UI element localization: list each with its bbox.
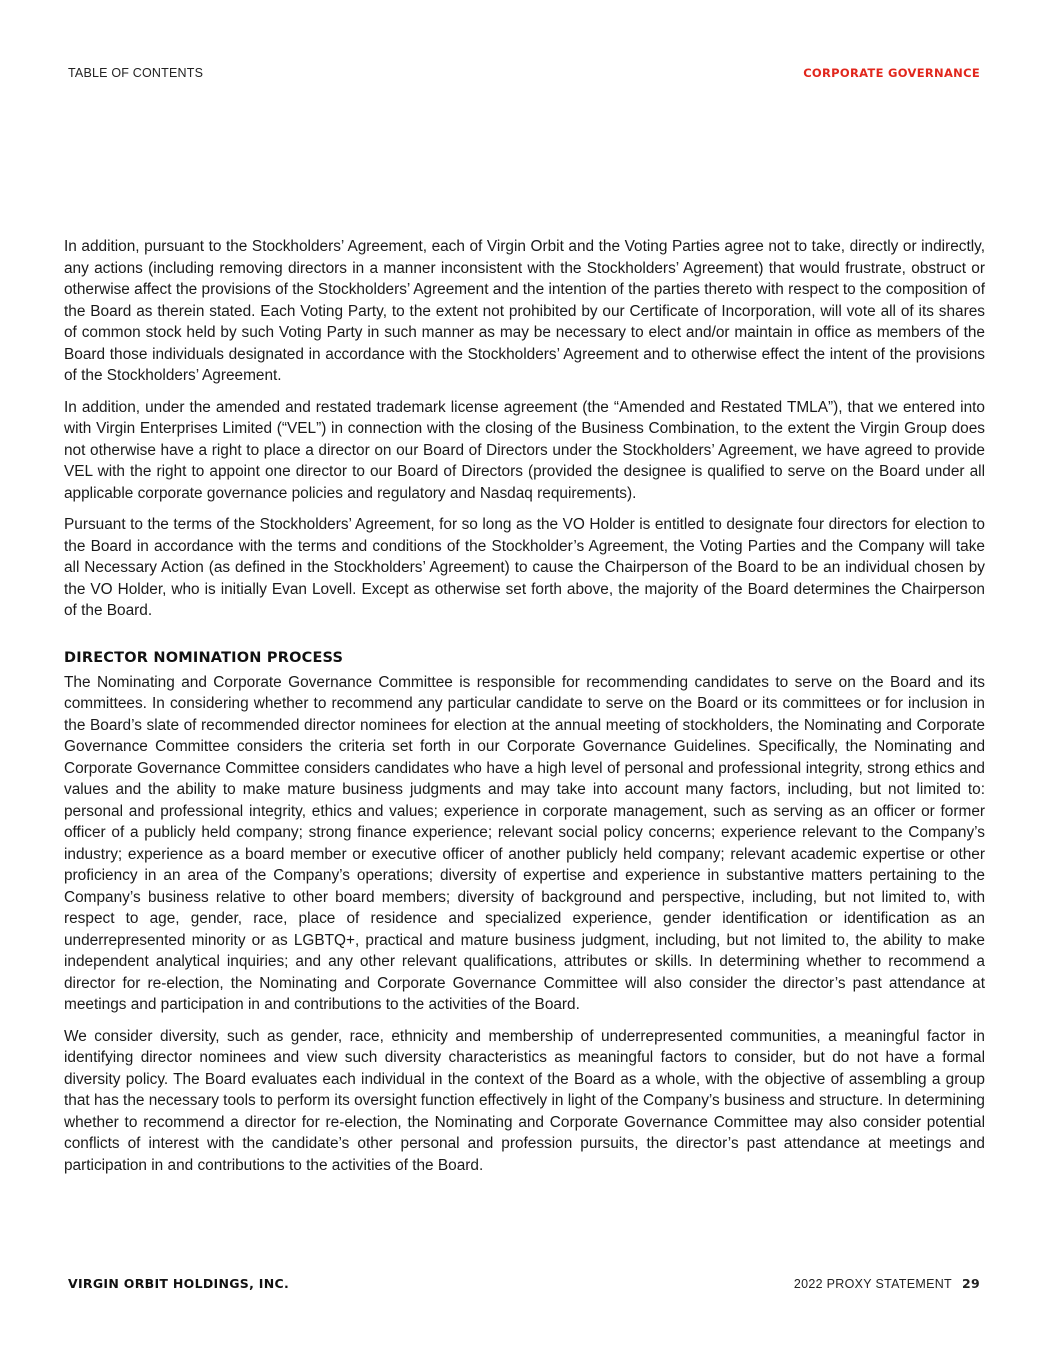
page-number: 29 [962,1276,980,1291]
footer-company-name: VIRGIN ORBIT HOLDINGS, INC. [68,1276,290,1291]
section-title: CORPORATE GOVERNANCE [803,66,980,80]
paragraph: In addition, pursuant to the Stockholders’ Agreement, each of Virgin Orbit and the Voting Parties agree not to take, directly or indirectly, any actions (including removing directors in a manner inconsistent with the Stockholders’ Agreement) that would frustrate, obstruct or otherwise affect the provisions of the Stockholders’ Agreement and the intention of the parties thereto with respect to the composition of the Board as therein stated. Each Voting Party, to the extent not prohibited by our Certificate of Incorporation, will vote all of its shares of common stock held by such Voting Party in such manner as may be necessary to elect and/or maintain in office as members of the Board those individuals designated in accordance with the Stockholders’ Agreement and to otherwise effect the intent of the provisions of the Stockholders’ Agreement. [64,238,985,384]
paragraph: Pursuant to the terms of the Stockholders’ Agreement, for so long as the VO Holder is entitled to designate four directors for election to the Board in accordance with the terms and conditions of the Stockholder’s Agreement, the Voting Parties and the Company will take all Necessary Action (as defined in the Stockholders’ Agreement) to cause the Chairperson of the Board to be an individual chosen by the VO Holder, who is initially Evan Lovell. Except as otherwise set forth above, the majority of the Board determines the Chairperson of the Board. [64,516,985,619]
section-heading: DIRECTOR NOMINATION PROCESS [64,649,344,666]
paragraph: In addition, under the amended and restated trademark license agreement (the “Amended and Restated TMLA”), that we entered into with Virgin Enterprises Limited (“VEL”) in connection with the closing of the Business Combination, to the extent the Virgin Group does not otherwise have a right to place a director on our Board of Directors under the Stockholders’ Agreement, we have agreed to provide VEL with the right to appoint one director to our Board of Directors (provided the designee is qualified to serve on the Board under all applicable corporate governance policies and regulatory and Nasdaq requirements). [64,398,985,502]
footer-document-info [794,1276,980,1291]
table-of-contents-link[interactable]: TABLE OF CONTENTS [68,66,204,80]
main-content [64,236,985,1186]
paragraph: We consider diversity, such as gender, race, ethnicity and membership of underrepresented communities, a meaningful factor in identifying director nominees and view such diversity characteristics as meaningful factors to consider, but do not have a formal diversity policy. The Board evaluates each individual in the context of the Board as a whole, with the objective of assembling a group that has the necessary tools to perform its oversight function effectively in light of the Company’s business and structure. In determining whether to recommend a director for re-election, the Nominating and Corporate Governance Committee may also consider potential conflicts of interest with the candidate’s other personal and profession pursuits, the director’s past attendance at meetings and participation in and contributions to the activities of the Board. [64,1027,985,1174]
footer-document-title: 2022 PROXY STATEMENT [793,1277,952,1291]
paragraph: The Nominating and Corporate Governance Committee is responsible for recommending candidates to serve on the Board and its committees. In considering whether to recommend any particular candidate to serve on the Board or its committees or for inclusion in the Board’s slate of recommended director nominees for election at the annual meeting of stockholders, the Nominating and Corporate Governance Committee considers the criteria set forth in our Corporate Governance Guidelines. Specifically, the Nominating and Corporate Governance Committee considers candidates who have a high level of personal and professional integrity, strong ethics and values and the ability to make mature business judgments and may take into account many factors, including, but not limited to: personal and professional integrity, ethics and values; experience in corporate management, such as serving as an officer or former officer of a publicly held company; strong finance experience; relevant social policy concerns; experience relevant to the Company’s industry; experience as a board member or executive officer of another publicly held company; relevant academic expertise or other proficiency in an area of the Company’s operations; diversity of expertise and experience in substantive matters pertaining to the Company’s business relative to other board members; diversity of background and perspective, including, but not limited to, with respect to age, gender, race, place of residence and specialized experience, gender identification or identification as an underrepresented minority or as LGBTQ+, practical and mature business judgment, including, but not limited to, the ability to make independent analytical inquiries; and any other relevant qualifications, attributes or skills. In determining whether to recommend a director for re-election, the Nominating and Corporate Governance Committee will also consider the director’s past attendance at meetings and participation in and contributions to the activities of the Board. [64,673,985,1013]
